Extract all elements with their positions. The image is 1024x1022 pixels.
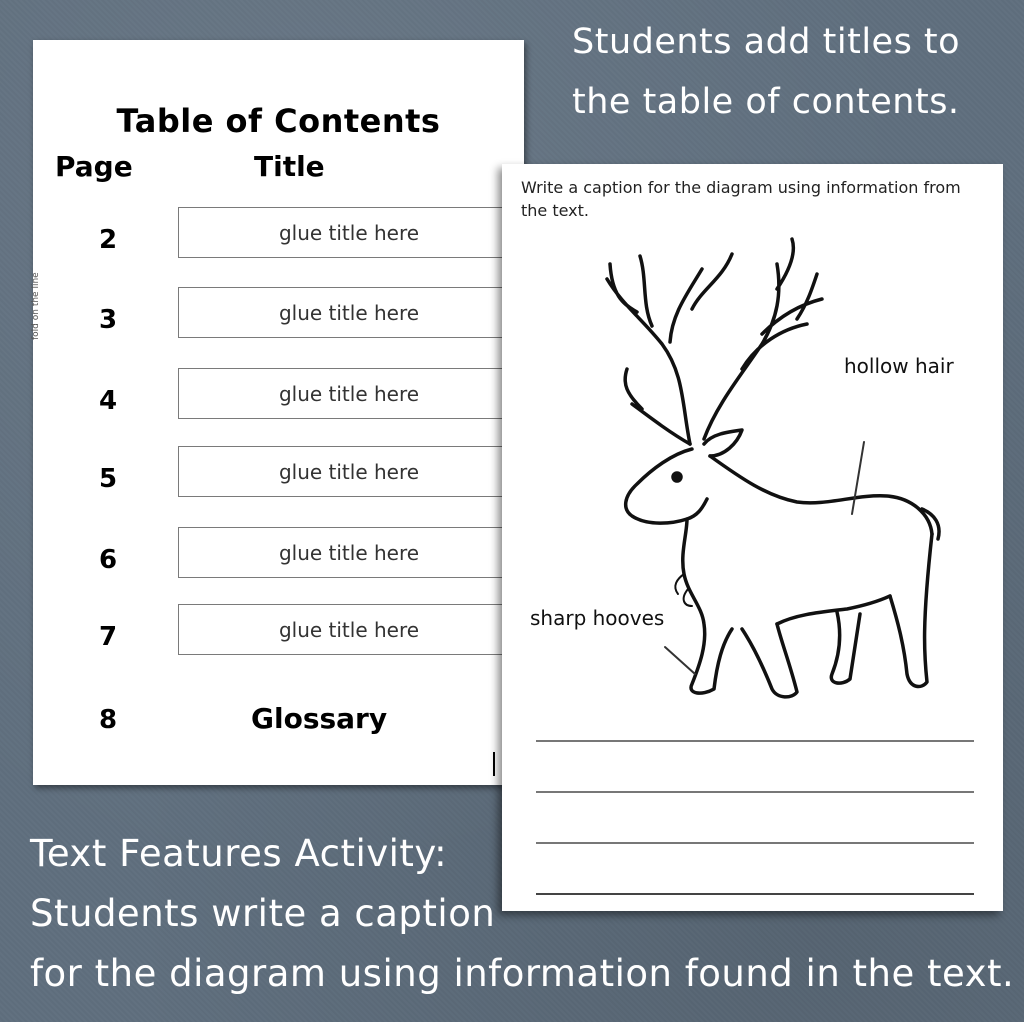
caption-writing-line[interactable] <box>536 740 974 742</box>
toc-header-title: Title <box>254 150 325 183</box>
toc-page-number: 6 <box>98 545 118 575</box>
glossary-title: Glossary <box>251 702 388 735</box>
diagram-worksheet <box>502 164 1003 911</box>
toc-row <box>33 207 524 259</box>
top-caption-line-1: Students add titles to <box>572 22 961 62</box>
glue-title-box: glue title here <box>178 527 524 578</box>
top-caption <box>572 20 960 140</box>
toc-row <box>33 527 524 579</box>
toc-header-page: Page <box>55 150 133 183</box>
toc-page-number: 5 <box>98 464 118 494</box>
caption-writing-line[interactable] <box>536 791 974 793</box>
toc-row <box>33 604 524 656</box>
toc-page-number: 7 <box>98 622 118 652</box>
bottom-caption-line-3: for the diagram using information found in the text. <box>30 952 1015 995</box>
glossary-page-number: 8 <box>98 705 118 735</box>
fold-note: fold on the line <box>31 272 41 340</box>
toc-row <box>33 368 524 420</box>
glue-title-box: glue title here <box>178 368 524 419</box>
glue-title-box: glue title here <box>178 207 524 258</box>
toc-row <box>33 446 524 498</box>
glue-title-box: glue title here <box>178 604 524 655</box>
toc-page-number: 4 <box>98 386 118 416</box>
toc-page-number: 3 <box>98 305 118 335</box>
reindeer-outline-icon <box>592 234 952 704</box>
glue-title-box: glue title here <box>178 446 524 497</box>
glue-title-box: glue title here <box>178 287 524 338</box>
bottom-caption <box>30 830 1014 1010</box>
toc-page-number: 2 <box>98 225 118 255</box>
diagram-instructions: Write a caption for the diagram using information from the text. <box>521 178 961 220</box>
top-caption-line-2: the table of contents. <box>572 82 960 122</box>
toc-title: Table of Contents <box>116 102 441 140</box>
toc-row <box>33 287 524 339</box>
bottom-caption-line-1: Text Features Activity: <box>30 832 448 875</box>
toc-worksheet <box>33 40 524 785</box>
bottom-caption-line-2: Students write a caption <box>30 892 496 935</box>
label-hollow-hair: hollow hair <box>844 354 954 378</box>
label-sharp-hooves: sharp hooves <box>530 606 665 630</box>
cut-mark <box>493 752 495 776</box>
